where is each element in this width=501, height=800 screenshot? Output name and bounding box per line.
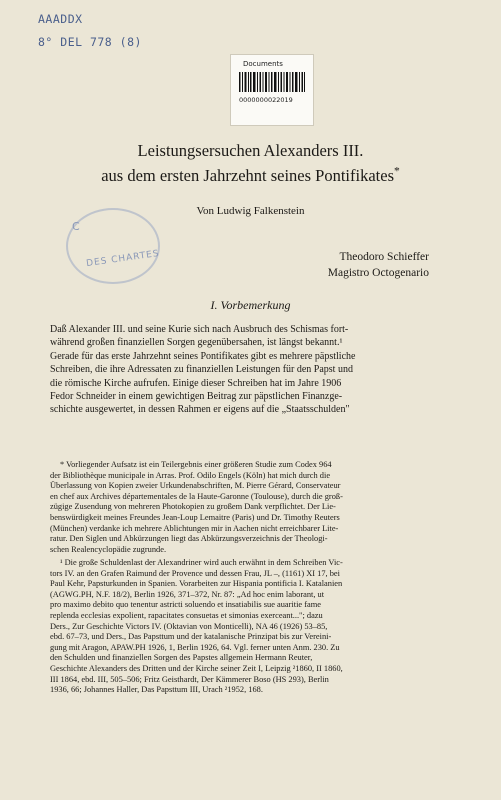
footnote-line: pro maximo debito quo tenentur astricti soluendo et insatiabilis sue auaritie fame bbox=[50, 600, 321, 610]
footnote-line: ebd. 67–73, und Ders., Das Papsttum und der katalanische Prinzipat bis zur Vereini- bbox=[50, 632, 332, 642]
footnote-line: zügige Zusendung von mehreren Photokopien zu großem Dank verpflichtet. Der Lie- bbox=[50, 502, 336, 512]
handwritten-shelfmark: 8° DEL 778 (8) bbox=[38, 35, 142, 49]
footnote-line: gung mit Aragon, APAW.PH 1926, 1, Berlin 1926, 64. Vgl. ferner unten Anm. 230. Zu bbox=[50, 642, 340, 652]
body-line: Gerade für das erste Jahrzehnt seines Pontifikates gibt es mehrere päpstliche bbox=[50, 350, 356, 362]
footnote-line: der Bibliothèque municipale in Arras. Prof. Odilo Engels (Köln) hat mich durch die bbox=[50, 470, 331, 480]
footnote-line: Ders., Zur Geschichte Victors IV. (Oktavian von Monticelli), NA 46 (1926) 53–85, bbox=[50, 621, 328, 631]
body-line: Schreiben, die ihre Adressaten zu finanziellen Leistungen für den Papst und bbox=[50, 364, 353, 376]
barcode-number: 0000000022019 bbox=[239, 96, 293, 104]
footnote-line: en chef aux Archives départementales de la Haute-Garonne (Toulouse), durch die groß- bbox=[50, 491, 343, 501]
body-text bbox=[50, 323, 458, 417]
author-line: Von Ludwig Falkenstein bbox=[196, 205, 305, 217]
footnote-line: tors IV. an den Grafen Raimund der Provence und dessen Frau, JL –, (1161) XI 17, bei bbox=[50, 568, 340, 578]
stamp-letter: C bbox=[72, 220, 80, 233]
footnote-line: Geschichte Alexanders des Dritten und der Kirche seiner Zeit I, Leipzig ²1860, II 1860, bbox=[50, 663, 343, 673]
footnote-line: den Schulden und finanziellen Sorgen des Papstes allgemein Hermann Reuter, bbox=[50, 653, 313, 663]
dedication-line1: Theodoro Schieffer bbox=[339, 251, 429, 263]
footnote-line: * Vorliegender Aufsatz ist ein Teilergebnis einer größeren Studie zum Codex 964 bbox=[60, 460, 332, 469]
handwritten-code: AAADDX bbox=[38, 12, 83, 26]
footnote-line: ¹ Die große Schuldenlast der Alexandriner wird auch erwähnt in dem Schreiben Vic- bbox=[60, 558, 343, 567]
body-line: Fedor Schneider in einem gewichtigen Beitrag zur päpstlichen Finanzge- bbox=[50, 391, 343, 403]
body-line: die römische Kirche aufrufen. Einige dieser Schreiben hat im Jahre 1906 bbox=[50, 377, 342, 389]
footnote-line: schen Realencyclopädie zugrunde. bbox=[50, 544, 167, 554]
library-stamp bbox=[66, 208, 160, 284]
body-line: Daß Alexander III. und seine Kurie sich nach Ausbruch des Schismas fort- bbox=[50, 324, 349, 335]
footnote-line: Paul Kehr, Papsturkunden in Spanien. Vorarbeiten zur Hispania pontificia I. Katalanien bbox=[50, 579, 343, 589]
footnote-line: replenda ecclesias expolient, rapacitates consuetas et simonias exerceant..."; dazu bbox=[50, 610, 323, 620]
dedication-line2: Magistro Octogenario bbox=[327, 267, 429, 279]
footnote-line: ratur. Den Siglen und Abkürzungen liegt das Abkürzungsverzeichnis der Theologi- bbox=[50, 534, 328, 544]
dedication bbox=[328, 249, 429, 281]
body-line: schichte ausgewertet, in dessen Rahmen er eigens auf die „Staatsschulden" bbox=[50, 404, 350, 416]
title-footnote-mark: * bbox=[394, 165, 400, 178]
label-collection: Documents bbox=[243, 60, 283, 68]
article-title-line1: Leistungsersuchen Alexanders III. bbox=[137, 141, 364, 160]
body-line: während großen finanziellen Sorgen gegenübersahen, ist längst bekannt.¹ bbox=[50, 337, 343, 349]
footnote-star bbox=[50, 460, 460, 555]
footnote-line: benswürdigkeit meines Freundes Jean-Loup Lemaitre (Paris) und Dr. Timothy Reuters bbox=[50, 512, 340, 522]
article-title-line2: aus dem ersten Jahrzehnt seines Pontifikates* bbox=[101, 165, 400, 185]
footnote-one bbox=[50, 558, 460, 696]
footnote-line: III 1864, ebd. III, 505–506; Fritz Geisthardt, Der Kämmerer Boso (HS 293), Berlin bbox=[50, 674, 329, 684]
stamp-text: DES CHARTES bbox=[85, 248, 161, 270]
barcode-graphic bbox=[239, 72, 305, 92]
barcode-label bbox=[230, 54, 314, 126]
footnote-line: (AGWG.PH, N.F. 18/2), Berlin 1926, 371–372, Nr. 87: „Ad hoc enim laborant, ut bbox=[50, 589, 325, 599]
footnote-line: 1936, 66; Johannes Haller, Das Papsttum III, Urach ²1952, 168. bbox=[50, 685, 263, 695]
footnote-line: (München) verdanke ich mehrere Ablichtungen mir in Aachen nicht erreichbarer Lite- bbox=[50, 523, 339, 533]
section-heading: I. Vorbemerkung bbox=[210, 298, 291, 312]
footnote-line: Überlassung von Kopien zweier Urkundenabschriften, M. Pierre Gérard, Conservateur bbox=[50, 481, 341, 491]
